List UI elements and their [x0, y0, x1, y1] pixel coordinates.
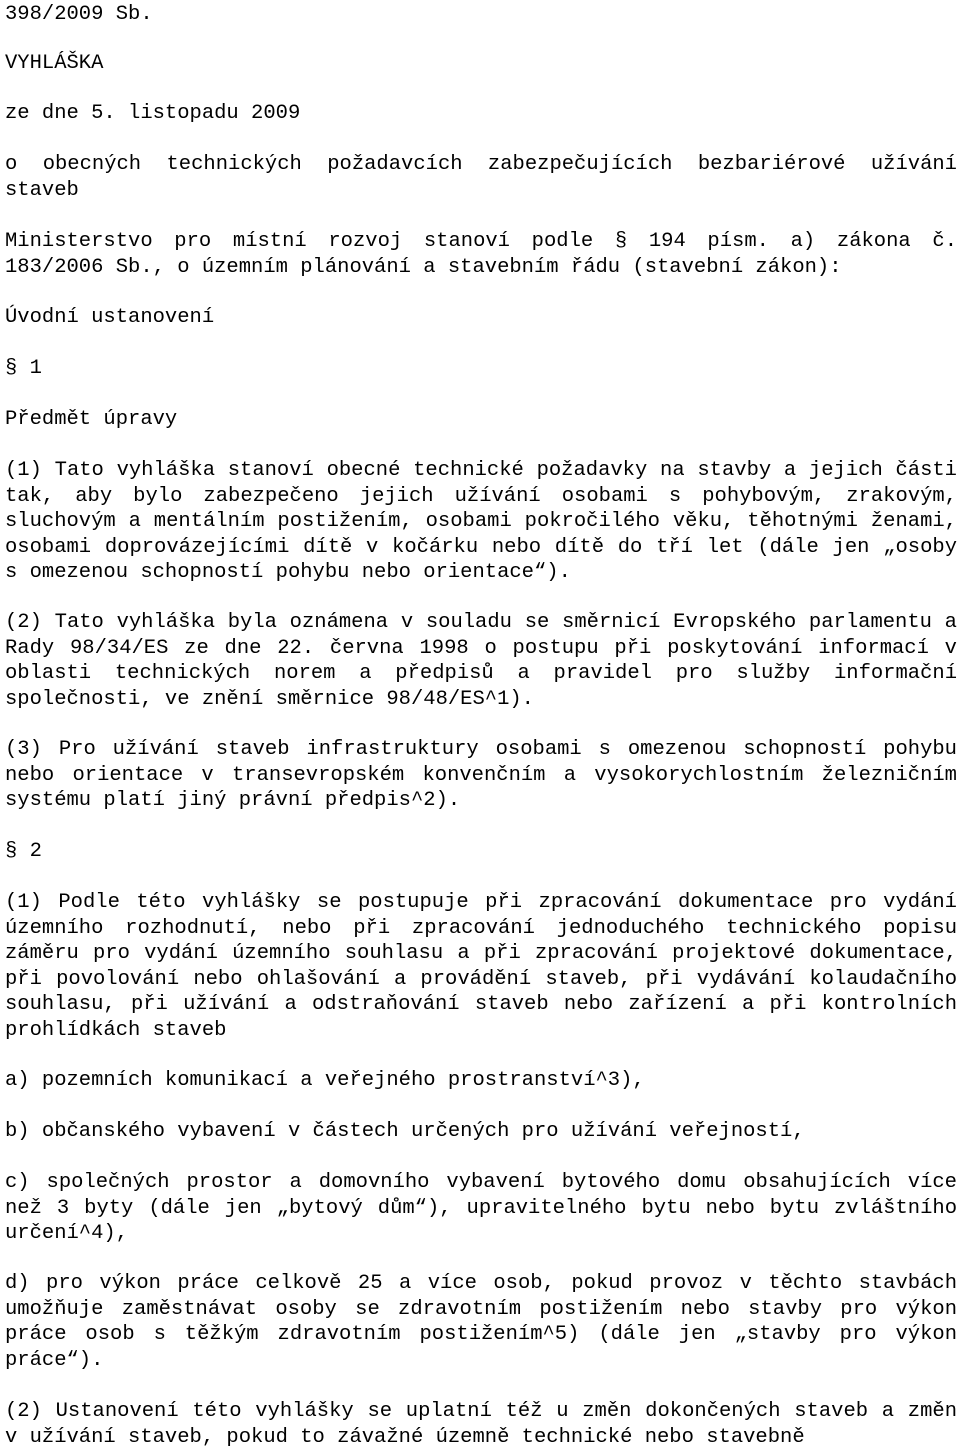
section-1-paragraph-1: (1) Tato vyhláška stanoví obecné technické požadavky na stavby a jejich části tak, aby bylo zabezpečeno jejich užívání osobami s pohybovým, zrakovým, sluchovým a mentálním postižením, osobami pokročilého věku, těhotnými ženami, osobami doprovázejícími dítě v kočárku nebo dítě do tří let (dále jen „osoby s omezenou schopností pohybu nebo orientace“).	[5, 459, 957, 584]
section-2-paragraph-1: (1) Podle této vyhlášky se postupuje při zpracování dokumentace pro vydání územního rozhodnutí, nebo při zpracování jednoduchého technického popisu záměru pro vydání územního souhlasu a při zpracování projektové dokumentace, při povolování nebo ohlašování a provádění staveb, při vydávání kolaudačního souhlasu, při užívání a odstraňování staveb nebo zařízení a při kontrolních prohlídkách staveb	[5, 891, 957, 1042]
list-item-a: a) pozemních komunikací a veřejného prostranství^3),	[5, 1069, 645, 1092]
list-item-c: c) společných prostor a domovního vybavení bytového domu obsahujících více než 3 byty (dále jen „bytový dům“), upravitelného bytu nebo bytu zvláštního určení^4),	[5, 1171, 957, 1245]
document-date: ze dne 5. listopadu 2009	[5, 102, 301, 125]
list-item-b: b) občanského vybavení v částech určených pro užívání veřejností,	[5, 1120, 805, 1143]
list-item-d: d) pro výkon práce celkově 25 a více osob, pokud provoz v těchto stavbách umožňuje zaměstnávat osoby se zdravotním postižením nebo stavby pro výkon práce osob s těžkým zdravotním postižením^5) (dále jen „stavby pro výkon práce“).	[5, 1272, 957, 1372]
section-1-mark: § 1	[5, 357, 42, 380]
document-number: 398/2009 Sb.	[5, 3, 153, 26]
preamble: Ministerstvo pro místní rozvoj stanoví podle § 194 písm. a) zákona č. 183/2006 Sb., o územním plánování a stavebním řádu (stavební zákon):	[5, 230, 957, 279]
section-2-mark: § 2	[5, 840, 42, 863]
document-title: o obecných technických požadavcích zabezpečujících bezbariérové užívání staveb	[5, 153, 957, 202]
section-2-paragraph-2: (2) Ustanovení této vyhlášky se uplatní též u změn dokončených staveb a změn v užívání staveb, pokud to závažné územně technické nebo stavebně	[5, 1400, 957, 1449]
document-type: VYHLÁŠKA	[5, 52, 104, 75]
section-1-paragraph-3: (3) Pro užívání staveb infrastruktury osobami s omezenou schopností pohybu nebo orientace v transevropském konvenčním a vysokorychlostním železničním systému platí jiný právní předpis^2).	[5, 738, 957, 812]
section-1-paragraph-2: (2) Tato vyhláška byla oznámena v souladu se směrnicí Evropského parlamentu a Rady 98/34/ES ze dne 22. června 1998 o postupu při poskytování informací v oblasti technických norem a předpisů a pravidel pro služby informační společnosti, ve znění směrnice 98/48/ES^1).	[5, 611, 957, 711]
section-1-heading: Předmět úpravy	[5, 408, 178, 431]
part-heading: Úvodní ustanovení	[5, 306, 215, 329]
